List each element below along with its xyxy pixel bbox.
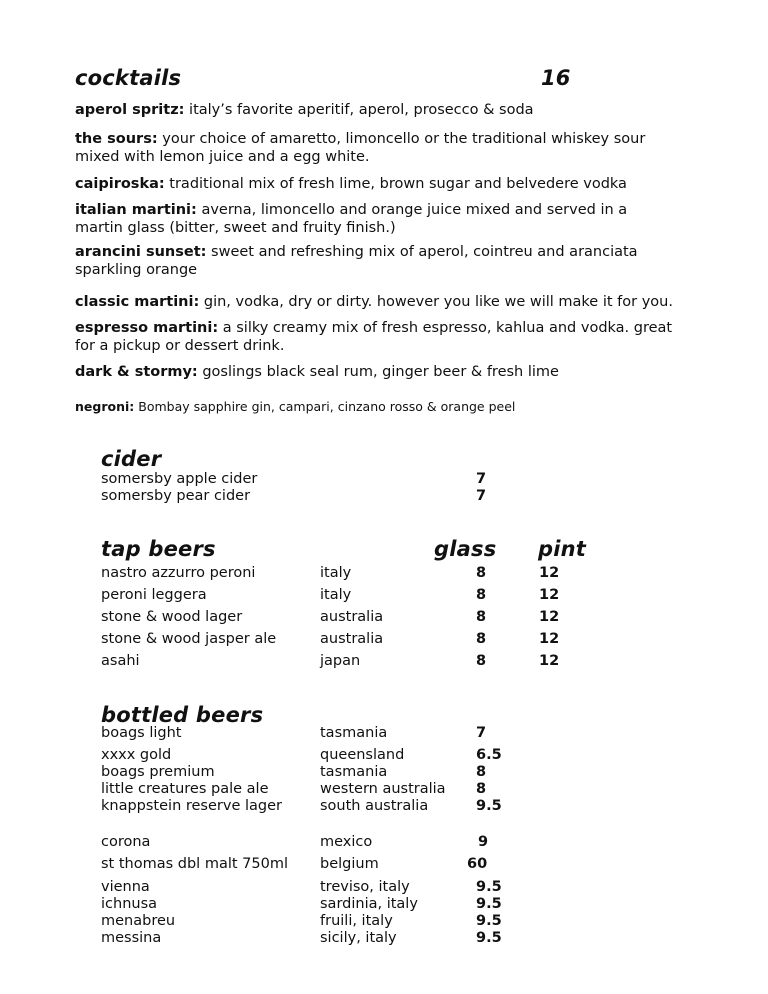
cocktail-name: the sours: [75, 131, 158, 147]
bottled-beer-name: vienna [101, 879, 150, 895]
bottled-beer-origin: treviso, italy [320, 879, 410, 895]
bottled-beer-origin: fruili, italy [320, 913, 393, 929]
tap-beer-origin: australia [320, 609, 384, 625]
cocktail-name: classic martini: [75, 294, 200, 310]
bottled-beer-price: 9.5 [476, 913, 502, 929]
tap-beer-glass-price: 8 [476, 609, 487, 625]
cocktail-name: italian martini: [75, 202, 197, 218]
tap-beer-name: asahi [101, 653, 140, 669]
bottled-beer-origin: south australia [320, 798, 429, 814]
cocktail-item [75, 176, 695, 194]
cocktail-desc: gin, vodka, dry or dirty. however you like we will make it for you. [203, 294, 673, 310]
cider-item-name: somersby apple cider [101, 471, 258, 487]
tap-beer-pint-price: 12 [539, 653, 560, 669]
bottled-beer-origin: queensland [320, 747, 405, 763]
cocktail-item [75, 399, 675, 414]
bottled-beer-name: boags light [101, 725, 182, 741]
bottled-beer-price: 9.5 [476, 798, 502, 814]
tap-beer-name: stone & wood lager [101, 609, 243, 625]
bottled-beer-name: xxxx gold [101, 747, 172, 763]
tap-beer-origin: australia [320, 631, 384, 647]
bottled-beer-name: messina [101, 930, 162, 946]
bottled-beer-origin: belgium [320, 856, 379, 872]
cider-title: cider [101, 447, 162, 471]
pint-column-header: pint [538, 537, 587, 561]
tap-beer-name: peroni leggera [101, 587, 207, 603]
cocktail-name: espresso martini: [75, 320, 219, 336]
bottled-beer-name: ichnusa [101, 896, 158, 912]
bottled-beer-price: 8 [476, 781, 487, 797]
tap-beer-glass-price: 8 [476, 631, 487, 647]
cocktail-desc: goslings black seal rum, ginger beer & fresh lime [202, 364, 559, 380]
cocktail-name: caipiroska: [75, 176, 165, 192]
tap-beer-origin: japan [320, 653, 361, 669]
cocktail-item [75, 294, 695, 312]
tap-beer-pint-price: 12 [539, 587, 560, 603]
cocktail-desc: traditional mix of fresh lime, brown sugar and belvedere vodka [169, 176, 627, 192]
bottled-beer-origin: tasmania [320, 725, 388, 741]
bottled-beers-title: bottled beers [101, 703, 264, 727]
tap-beer-origin: italy [320, 565, 352, 581]
bottled-beer-origin: sicily, italy [320, 930, 397, 946]
cocktail-item [75, 244, 675, 279]
cocktail-desc: Bombay sapphire gin, campari, cinzano rosso & orange peel [138, 399, 516, 414]
cocktail-name: aperol spritz: [75, 102, 185, 118]
cider-item-name: somersby pear cider [101, 488, 251, 504]
cocktail-desc: your choice of amaretto, limoncello or the traditional whiskey sour mixed with lemon juice and a egg white. [75, 131, 646, 165]
bottled-beer-name: little creatures pale ale [101, 781, 269, 797]
cocktail-desc: italy’s favorite aperitif, aperol, prosecco & soda [189, 102, 534, 118]
cocktail-name: negroni: [75, 399, 135, 414]
bottled-beer-price: 60 [467, 856, 488, 872]
bottled-beer-name: menabreu [101, 913, 176, 929]
cocktail-item [75, 102, 675, 120]
tap-beer-pint-price: 12 [539, 609, 560, 625]
tap-beer-name: stone & wood jasper ale [101, 631, 277, 647]
bottled-beer-price: 6.5 [476, 747, 502, 763]
bottled-beer-price: 8 [476, 764, 487, 780]
tap-beer-glass-price: 8 [476, 587, 487, 603]
bottled-beer-price: 9.5 [476, 879, 502, 895]
cocktail-item [75, 364, 675, 382]
bottled-beer-price: 9.5 [476, 896, 502, 912]
bottled-beer-price: 9.5 [476, 930, 502, 946]
cocktail-name: arancini sunset: [75, 244, 207, 260]
tap-beer-origin: italy [320, 587, 352, 603]
bottled-beer-price: 7 [476, 725, 487, 741]
bottled-beer-name: knappstein reserve lager [101, 798, 282, 814]
tap-beer-glass-price: 8 [476, 653, 487, 669]
bottled-beer-price: 9 [478, 834, 489, 850]
cocktail-desc: a silky creamy mix of fresh espresso, kahlua and vodka. great for a pickup or dessert drink. [75, 320, 673, 354]
bottled-beer-name: boags premium [101, 764, 215, 780]
cocktail-item [75, 202, 655, 237]
bottled-beer-origin: sardinia, italy [320, 896, 418, 912]
bottled-beer-origin: tasmania [320, 764, 388, 780]
cocktail-item [75, 131, 675, 166]
bottled-beer-name: st thomas dbl malt 750ml [101, 856, 288, 872]
glass-column-header: glass [434, 537, 497, 561]
cider-item-price: 7 [476, 471, 487, 487]
cocktails-title: cocktails [75, 66, 182, 90]
bottled-beer-name: corona [101, 834, 151, 850]
tap-beer-pint-price: 12 [539, 631, 560, 647]
cocktail-desc: sweet and refreshing mix of aperol, cointreu and aranciata sparkling orange [75, 244, 638, 278]
cocktail-desc: averna, limoncello and orange juice mixed and served in a martin glass (bitter, sweet and fruity finish.) [75, 202, 628, 236]
tap-beer-name: nastro azzurro peroni [101, 565, 256, 581]
tap-beer-pint-price: 12 [539, 565, 560, 581]
cider-item-price: 7 [476, 488, 487, 504]
bottled-beer-origin: mexico [320, 834, 373, 850]
bottled-beer-origin: western australia [320, 781, 446, 797]
cocktails-price: 16 [541, 66, 571, 90]
cocktail-name: dark & stormy: [75, 364, 198, 380]
tap-beers-title: tap beers [101, 537, 216, 561]
cocktail-item [75, 320, 675, 355]
tap-beer-glass-price: 8 [476, 565, 487, 581]
